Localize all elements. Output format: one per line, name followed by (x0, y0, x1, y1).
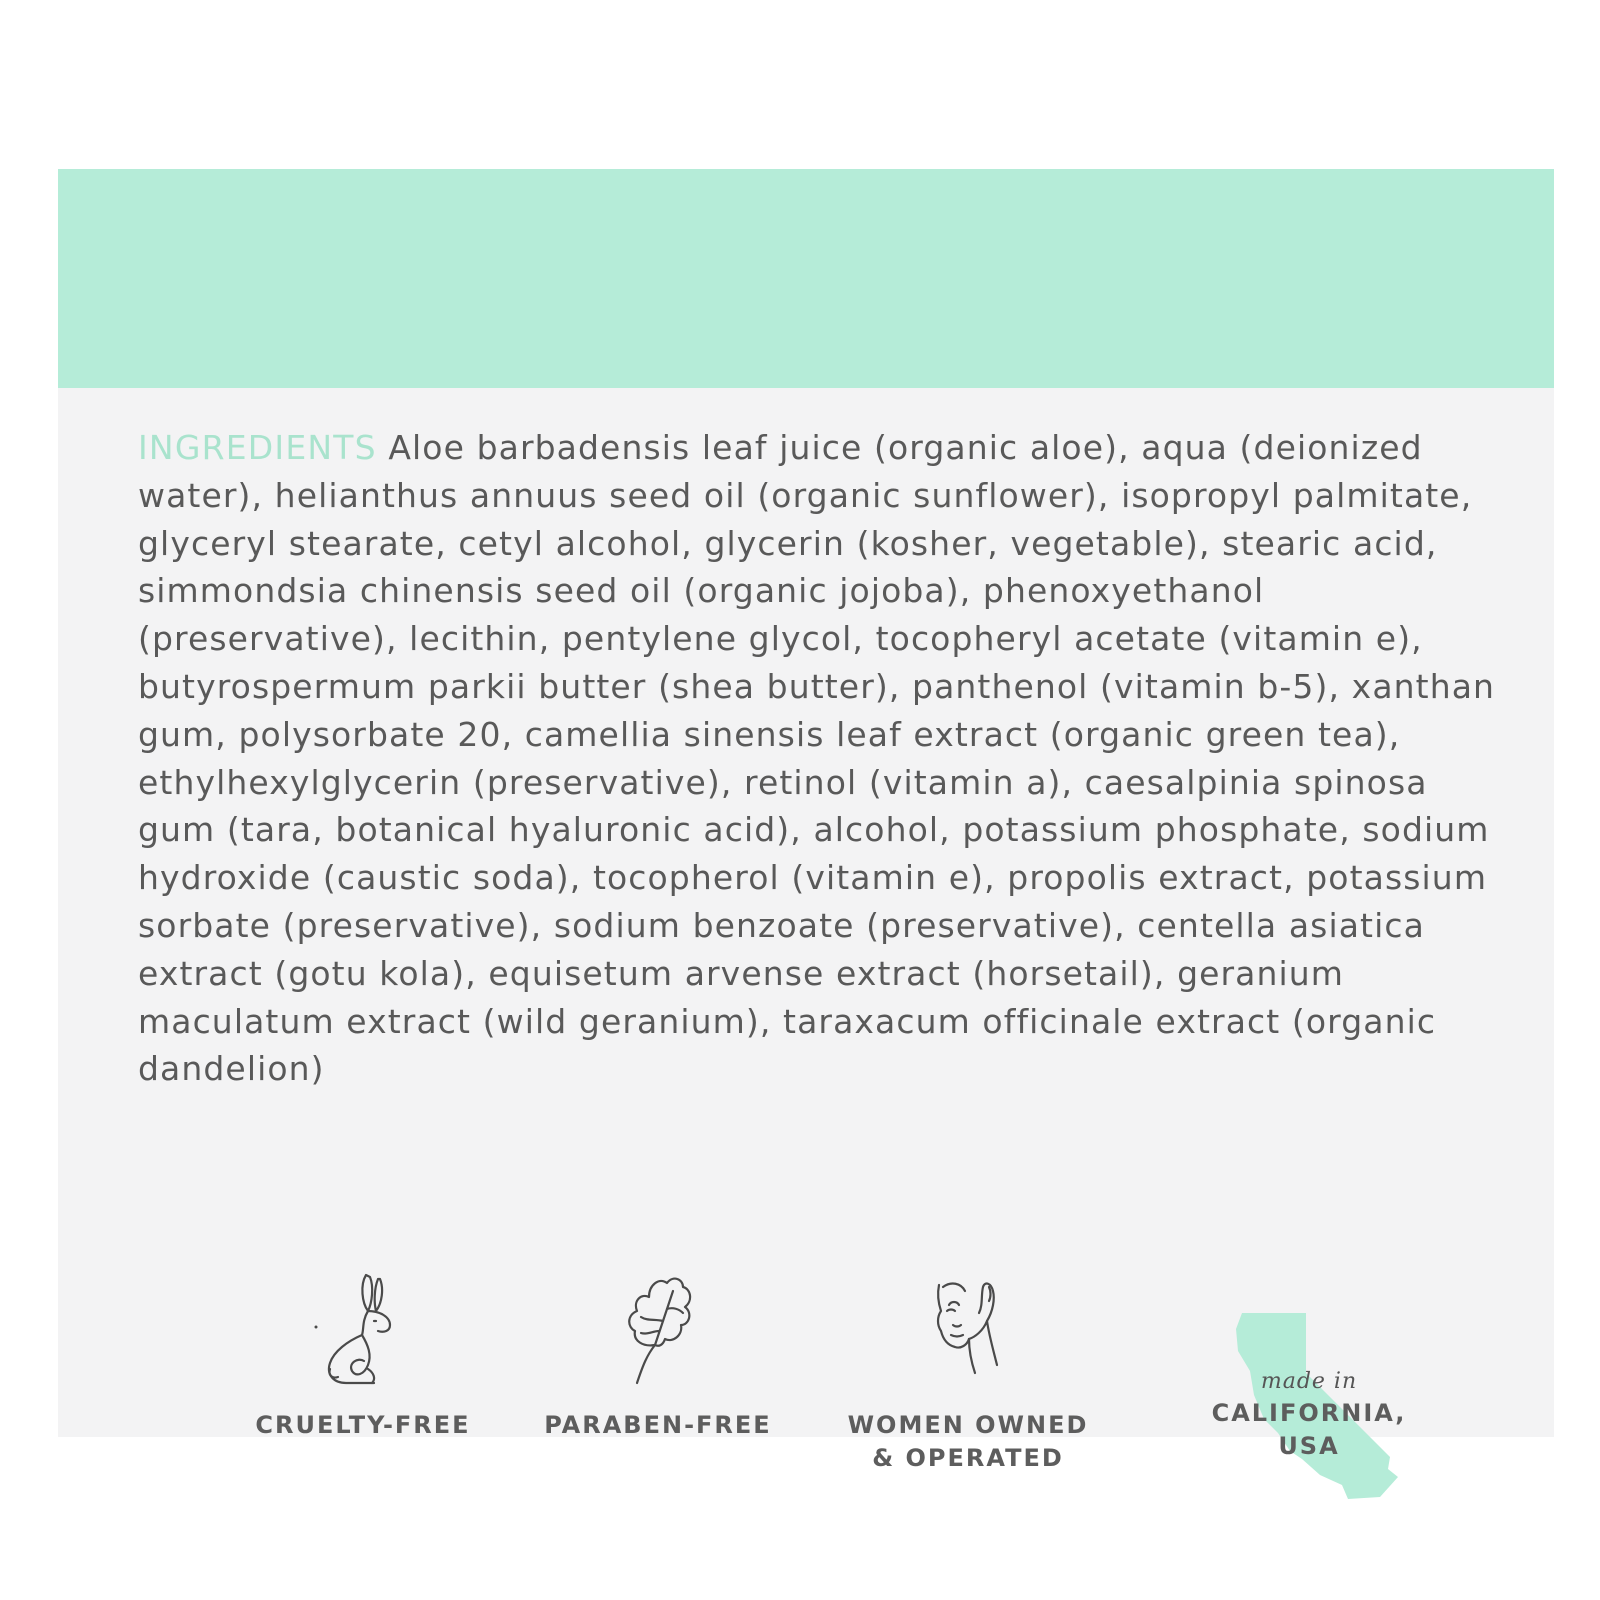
ingredients-list (138, 424, 1498, 1093)
women-owned-badge (818, 1265, 1118, 1475)
made-in-script: made in (1260, 1369, 1358, 1394)
women-owned-line1: WOMEN OWNED (847, 1411, 1089, 1439)
made-in-california-badge (1194, 1309, 1424, 1509)
california-usa-label (1194, 1397, 1424, 1463)
women-owned-label (818, 1409, 1118, 1475)
woman-face-icon (913, 1265, 1023, 1395)
mint-color-band (58, 169, 1554, 388)
paraben-free-label: PARABEN-FREE (544, 1411, 772, 1439)
cruelty-free-badge (213, 1265, 513, 1442)
usa-line: USA (1278, 1432, 1340, 1460)
paraben-free-badge (508, 1265, 808, 1442)
women-owned-line2: & OPERATED (872, 1444, 1064, 1472)
cruelty-free-label: CRUELTY-FREE (255, 1411, 471, 1439)
product-label (58, 169, 1554, 1472)
ingredients-text: Aloe barbadensis leaf juice (organic aloe), aqua (deionized water), helianthus annuus seed oil (organic sunflower), isopropyl palmitate, glyceryl stearate, cetyl alcohol, glycerin (kosher, vegetable), stearic acid, simmondsia chinensis seed oil (organic jojoba), phenoxyethanol (preservative), lecithin, pentylene glycol, tocopheryl acetate (vitamin e), butyrospermum parkii butter (shea butter), panthenol (vitamin b-5), xanthan gum, polysorbate 20, camellia sinensis leaf extract (organic green tea), ethylhexylglycerin (preservative), retinol (vitamin a), caesalpinia spinosa gum (tara, botanical hyaluronic acid), alcohol, potassium phosphate, sodium hydroxide (caustic soda), tocopherol (vitamin e), propolis extract, potassium sorbate (preservative), sodium benzoate (preservative), centella asiatica extract (gotu kola), equisetum arvense extract (horsetail), geranium maculatum extract (wild geranium), taraxacum officinale extract (organic dandelion) (138, 428, 1496, 1089)
ingredients-heading: INGREDIENTS (138, 428, 377, 467)
california-line: CALIFORNIA, (1211, 1399, 1407, 1427)
leaf-icon (603, 1265, 713, 1395)
rabbit-icon (308, 1265, 418, 1395)
